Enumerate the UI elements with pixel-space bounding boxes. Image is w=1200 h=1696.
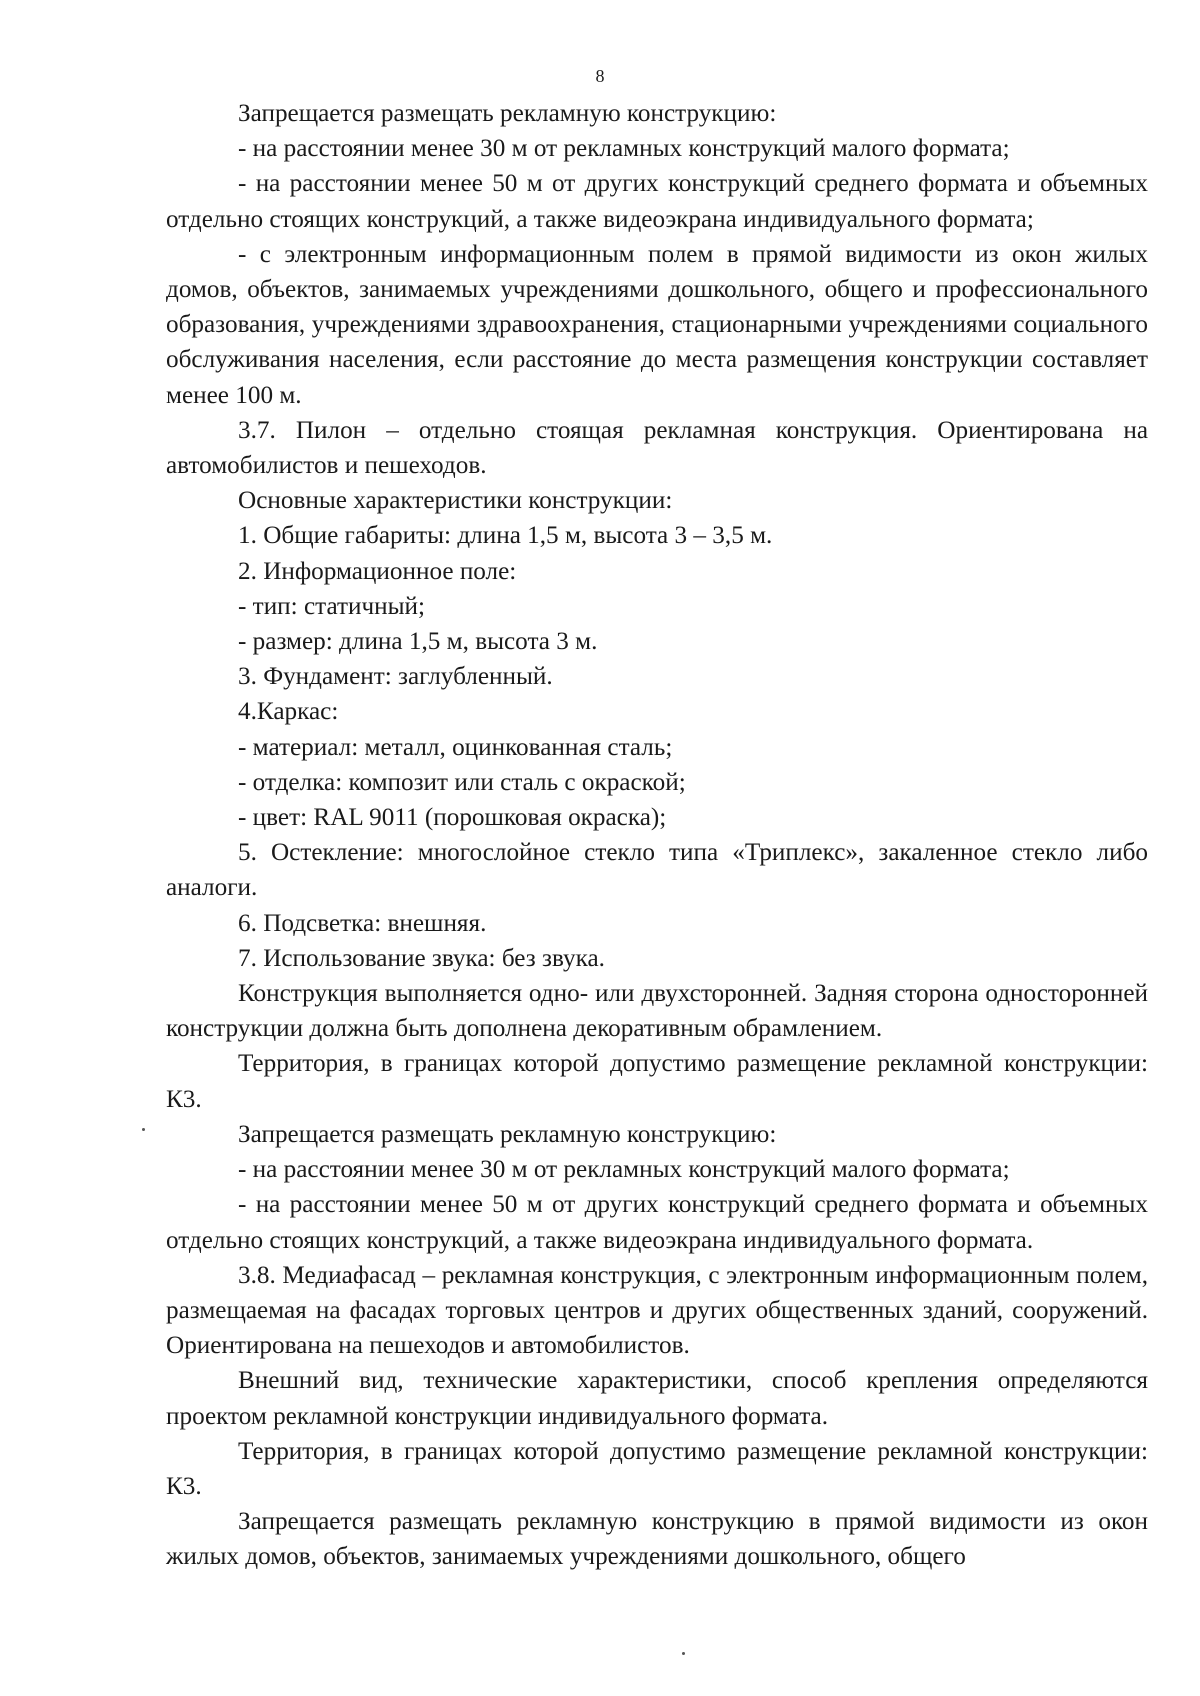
page-number: 8 [595,66,605,86]
paragraph: 1. Общие габариты: длина 1,5 м, высота 3 – 3,5 м. [238,522,773,550]
paragraph: 4.Каркас: [238,698,339,726]
paragraph: - отделка: композит или сталь с окраской; [238,768,686,796]
paragraph: 7. Использование звука: без звука. [238,944,605,972]
paragraph: - на расстоянии менее 30 м от рекламных конструкций малого формата; [238,1156,1010,1184]
paragraph: 6. Подсветка: внешняя. [238,909,487,937]
paragraph: - цвет: RAL 9011 (порошковая окраска); [238,804,667,832]
document-body [166,96,1148,1575]
paragraph: - с электронным информационным полем в прямой видимости из окон жилых домов, объектов, занимаемых учреждениями дошкольного, общего и профессионального образования, учреждениями здравоохранения, стационарными учреждениями социального обслуживания населения, если расстояние до места размещения конструкции составляет менее 100 м. [166,240,1148,409]
paragraph: - материал: металл, оцинкованная сталь; [238,733,673,761]
paragraph: - на расстоянии менее 50 м от других конструкций среднего формата и объемных отдельно стоящих конструкций, а также видеоэкрана индивидуального формата. [166,1191,1148,1254]
paragraph: Запрещается размещать рекламную конструкцию: [238,1120,777,1148]
paragraph: Конструкция выполняется одно- или двухсторонней. Задняя сторона односторонней конструкции должна быть дополнена декоративным обрамлением. [166,980,1148,1043]
paragraph: 3.8. Медиафасад – рекламная конструкция, с электронным информационным полем, размещаемая на фасадах торговых центров и других общественных зданий, сооружений. Ориентирована на пешеходов и автомобилистов. [166,1261,1148,1360]
paragraph: 3.7. Пилон – отдельно стоящая рекламная конструкция. Ориентирована на автомобилистов и пешеходов. [166,416,1148,480]
paragraph: - на расстоянии менее 50 м от других конструкций среднего формата и объемных отдельно стоящих конструкций, а также видеоэкрана индивидуального формата; [166,170,1148,233]
paragraph: - на расстоянии менее 30 м от рекламных конструкций малого формата; [238,135,1010,163]
paragraph: Внешний вид, технические характеристики, способ крепления определяются проектом рекламной конструкции индивидуального формата. [166,1367,1148,1430]
paragraph: Территория, в границах которой допустимо размещение рекламной конструкции: К3. [166,1437,1148,1500]
paragraph: Запрещается размещать рекламную конструкцию в прямой видимости из окон жилых домов, объектов, занимаемых учреждениями дошкольного, общего [166,1508,1148,1571]
paragraph: Территория, в границах которой допустимо размещение рекламной конструкции: К3. [166,1050,1148,1113]
paragraph: - размер: длина 1,5 м, высота 3 м. [238,628,598,656]
scan-speck [682,1652,685,1655]
paragraph: Основные характеристики конструкции: [238,487,673,515]
paragraph: 3. Фундамент: заглубленный. [238,663,553,691]
paragraph: 2. Информационное поле: [238,557,517,585]
scan-speck [142,1128,145,1131]
paragraph: Запрещается размещать рекламную конструкцию: [238,100,777,127]
paragraph: 5. Остекление: многослойное стекло типа «Триплекс», закаленное стекло либо аналоги. [166,839,1148,902]
paragraph: - тип: статичный; [238,592,425,620]
